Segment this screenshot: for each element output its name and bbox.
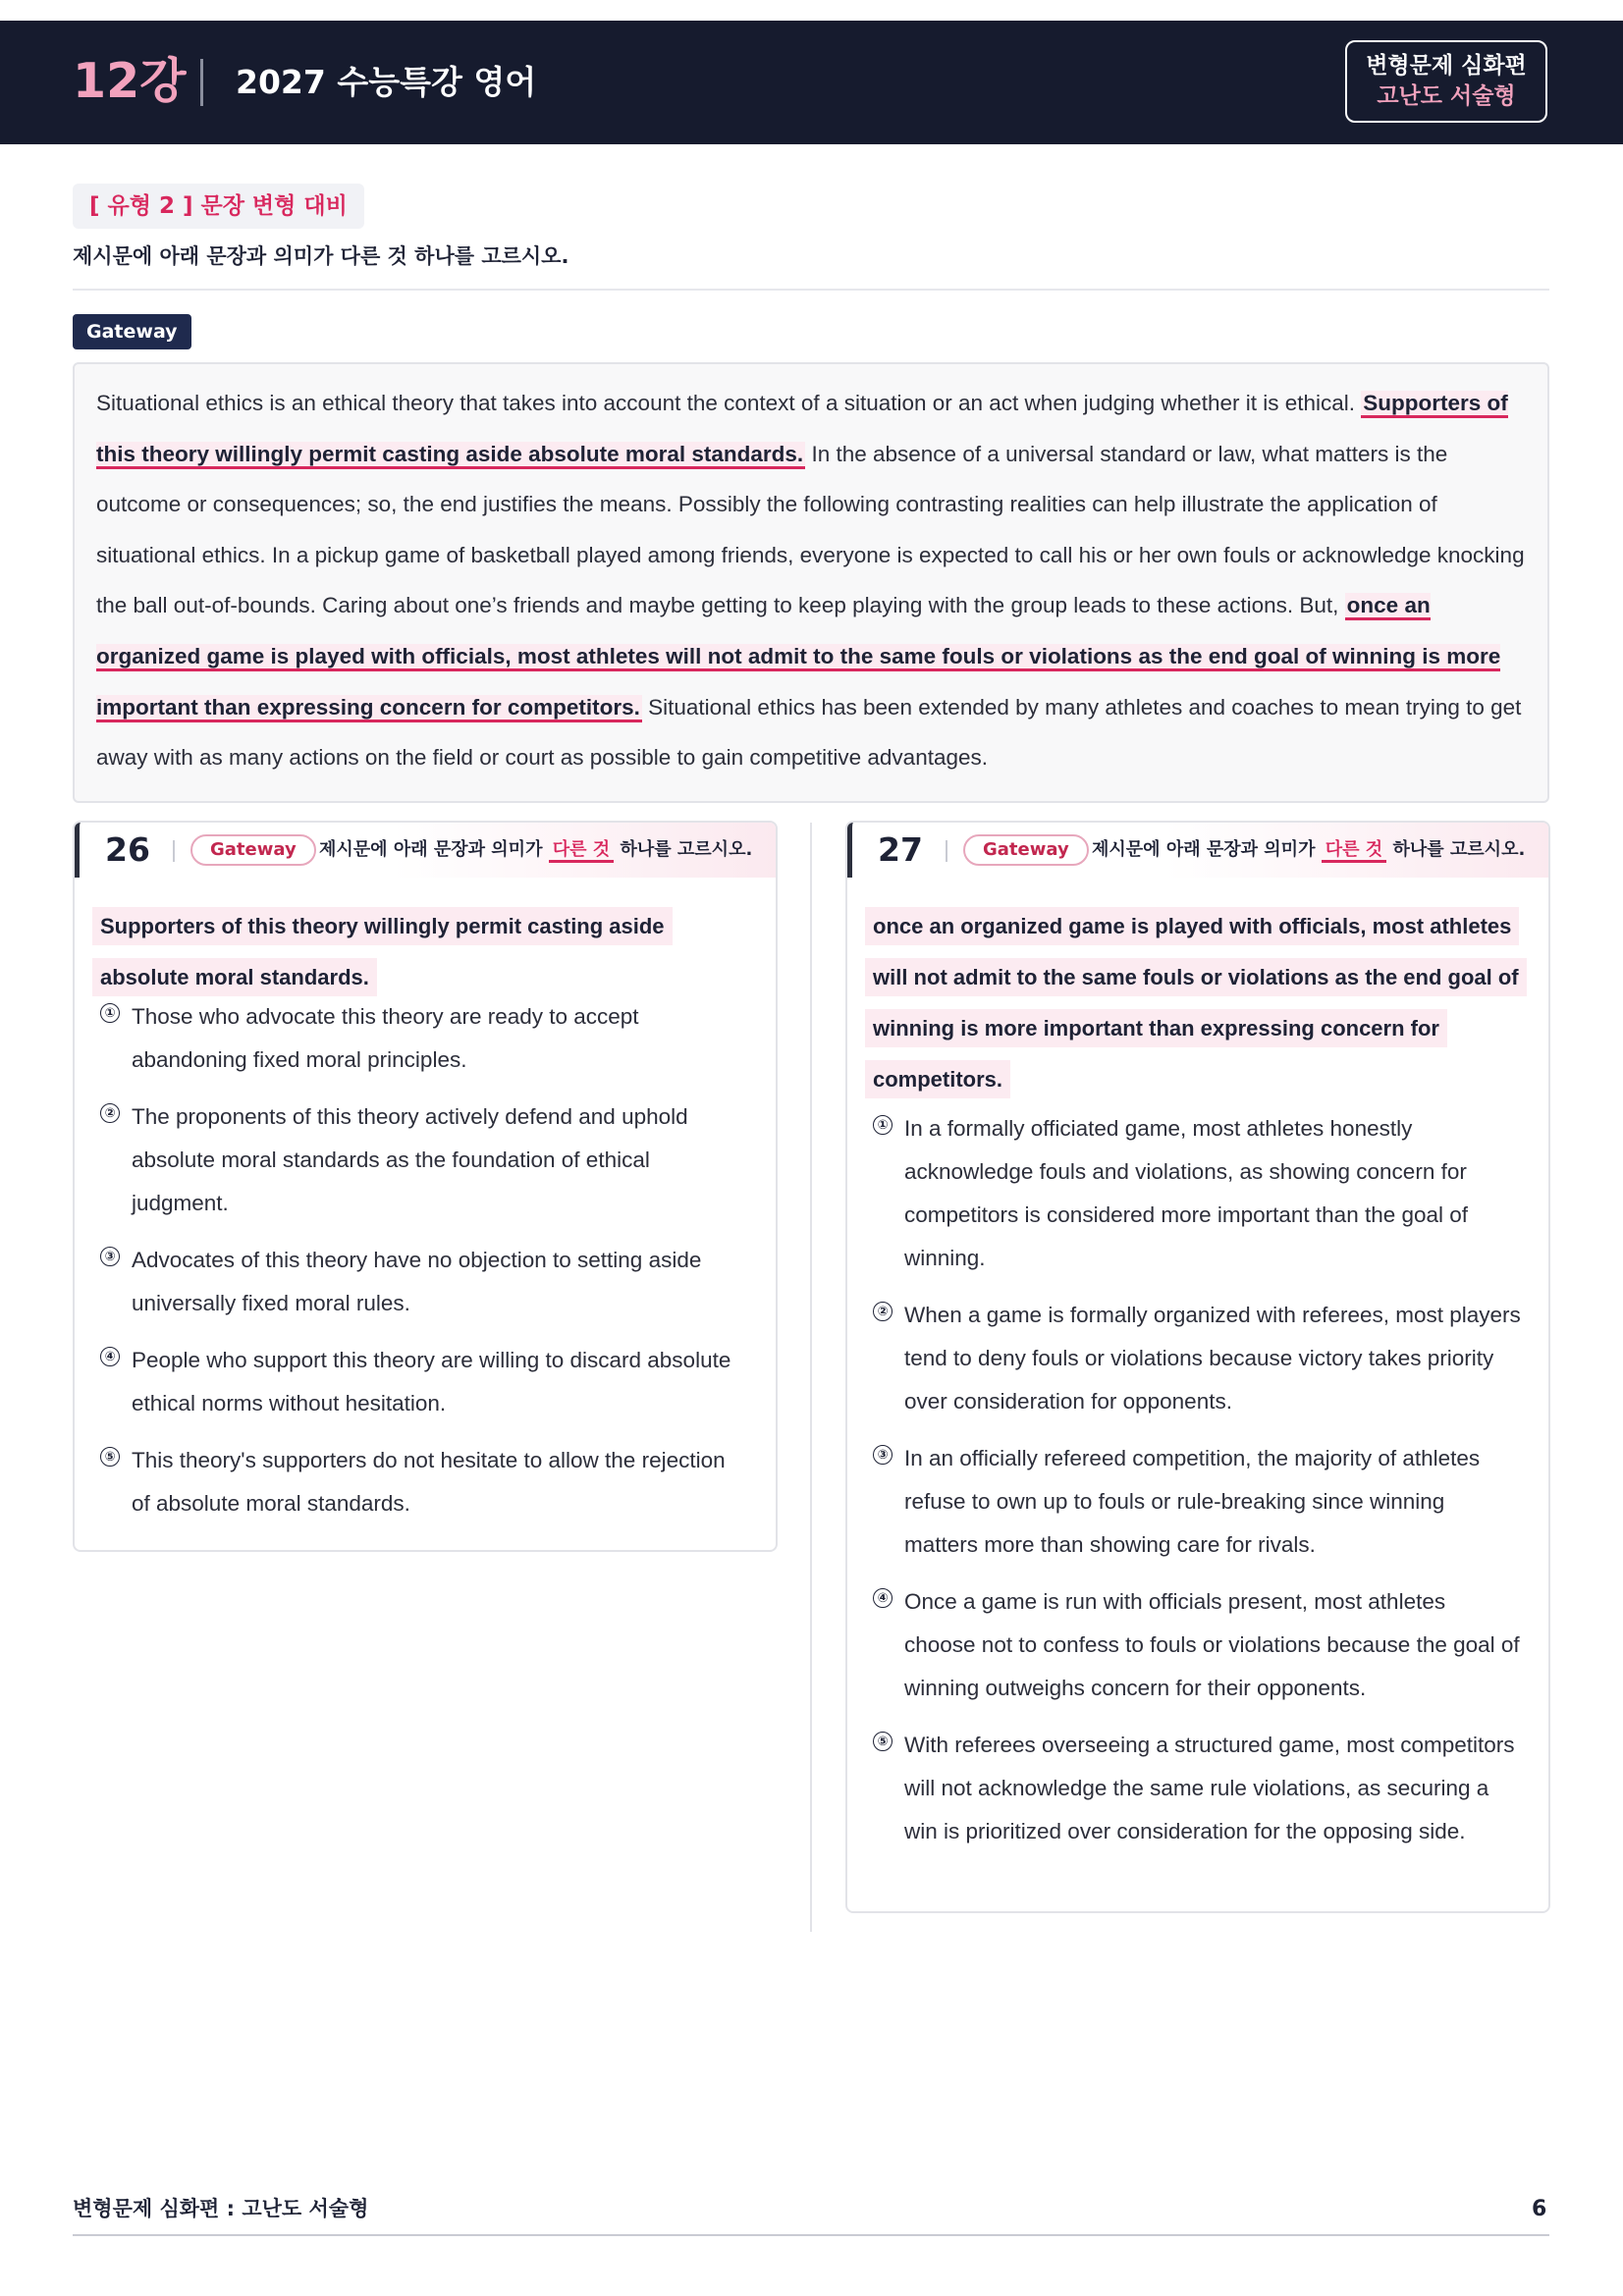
question-number: 26 bbox=[105, 830, 150, 869]
stem-text: Supporters of this theory willingly permit casting aside absolute moral standards. bbox=[92, 907, 673, 996]
instruction-text: 하나를 고르시오. bbox=[620, 839, 753, 860]
option-marker: ⑤ bbox=[100, 1447, 120, 1467]
option-text: Advocates of this theory have no objection to setting aside universally fixed moral rules. bbox=[132, 1248, 702, 1315]
option-marker: ⑤ bbox=[873, 1732, 893, 1751]
question-header bbox=[847, 823, 1548, 878]
answer-option-5[interactable] bbox=[100, 1439, 748, 1525]
question-number: 27 bbox=[878, 830, 923, 869]
header-divider bbox=[200, 59, 203, 106]
question-instruction bbox=[1092, 836, 1525, 864]
reading-passage bbox=[73, 362, 1549, 803]
question-instruction bbox=[319, 836, 752, 864]
instruction-text: 하나를 고르시오. bbox=[1392, 839, 1526, 860]
badge-line-1: 변형문제 심화편 bbox=[1366, 53, 1527, 79]
option-marker: ① bbox=[873, 1115, 893, 1135]
instruction-text: 제시문에 아래 문장과 의미가 bbox=[319, 839, 543, 860]
option-text: This theory's supporters do not hesitate to allow the rejection of absolute moral standards. bbox=[132, 1448, 726, 1516]
instruction-text: 제시문에 아래 문장과 의미가 bbox=[1092, 839, 1316, 860]
answer-options bbox=[873, 1107, 1521, 1867]
badge-line-2: 고난도 서술형 bbox=[1377, 83, 1516, 109]
option-text: In an officially refereed competition, the majority of athletes refuse to own up to fouls or rule-breaking since winning matters more than showing care for rivals. bbox=[904, 1446, 1481, 1557]
answer-option-2[interactable] bbox=[100, 1095, 748, 1225]
option-text: With referees overseeing a structured game, most competitors will not acknowledge the same rule violations, as securing a win is prioritized over consideration for the opposing side. bbox=[904, 1733, 1515, 1843]
option-marker: ④ bbox=[100, 1347, 120, 1366]
instruction-emphasis: 다른 것 bbox=[549, 839, 614, 863]
instruction-emphasis: 다른 것 bbox=[1322, 839, 1386, 863]
answer-option-2[interactable] bbox=[873, 1294, 1521, 1423]
answer-option-3[interactable] bbox=[873, 1437, 1521, 1567]
gateway-pill: Gateway bbox=[190, 834, 316, 866]
footer-label: 변형문제 심화편 : 고난도 서술형 bbox=[73, 2197, 369, 2220]
question-type-label: [ 유형 2 ] 문장 변형 대비 bbox=[73, 184, 364, 229]
question-stem bbox=[92, 901, 756, 1003]
lesson-number: 12강 bbox=[73, 53, 187, 109]
answer-option-5[interactable] bbox=[873, 1724, 1521, 1853]
option-marker: ① bbox=[100, 1003, 120, 1023]
question-stem bbox=[865, 901, 1529, 1105]
section-instruction: 제시문에 아래 문장과 의미가 다른 것 하나를 고르시오. bbox=[73, 244, 569, 268]
question-26-card bbox=[73, 821, 778, 1552]
option-marker: ② bbox=[100, 1103, 120, 1123]
header-separator bbox=[173, 840, 175, 862]
answer-options bbox=[100, 995, 748, 1539]
answer-option-4[interactable] bbox=[100, 1339, 748, 1425]
passage-text-2: In the absence of a universal standard or law, what matters is the outcome or consequences; so, the end justifies the means. Possibly the following contrasting realities can help illustrate the application of situational ethics. In a pickup game of basketball played among friends, everyone is expected to call his or her own fouls or acknowledge knocking the ball out-of-bounds. Caring about one’s friends and maybe getting to keep playing with the group leads to these actions. But, bbox=[96, 441, 1525, 618]
passage-text-1: Situational ethics is an ethical theory that takes into account the context of a situation or an act when judging whether it is ethical. bbox=[96, 391, 1356, 415]
header-separator bbox=[946, 840, 947, 862]
option-marker: ④ bbox=[873, 1588, 893, 1608]
answer-option-1[interactable] bbox=[100, 995, 748, 1082]
option-text: When a game is formally organized with referees, most players tend to deny fouls or violations because victory takes priority over consideration for opponents. bbox=[904, 1303, 1521, 1414]
option-marker: ③ bbox=[100, 1247, 120, 1266]
passage-highlight-2: once an organized game is played with officials, most athletes will not admit to the same fouls or violations as the end goal of winning is more important than expressing concern for competitors. bbox=[96, 593, 1500, 721]
answer-option-3[interactable] bbox=[100, 1239, 748, 1325]
option-marker: ③ bbox=[873, 1445, 893, 1465]
option-text: People who support this theory are willing to discard absolute ethical norms without hesitation. bbox=[132, 1348, 731, 1415]
option-text: In a formally officiated game, most athletes honestly acknowledge fouls and violations, as showing concern for competitors is considered more important than the goal of winning. bbox=[904, 1116, 1469, 1270]
book-title: 2027 수능특강 영어 bbox=[236, 63, 537, 101]
question-27-card bbox=[845, 821, 1550, 1913]
option-marker: ② bbox=[873, 1302, 893, 1321]
page-number: 6 bbox=[1532, 2197, 1547, 2221]
answer-option-4[interactable] bbox=[873, 1580, 1521, 1710]
passage-text-3: Situational ethics has been extended by many athletes and coaches to mean trying to get away with as many actions on the field or court as possible to gain competitive advantages. bbox=[96, 694, 1522, 771]
gateway-pill: Gateway bbox=[963, 834, 1089, 866]
option-text: Those who advocate this theory are ready to accept abandoning fixed moral principles. bbox=[132, 1004, 639, 1072]
option-text: The proponents of this theory actively defend and uphold absolute moral standards as the foundation of ethical judgment. bbox=[132, 1104, 688, 1215]
option-text: Once a game is run with officials present, most athletes choose not to confess to fouls or violations because the goal of winning outweighs concern for their opponents. bbox=[904, 1589, 1520, 1700]
edition-badge bbox=[1345, 40, 1547, 123]
stem-text: once an organized game is played with officials, most athletes will not admit to the same fouls or violations as the end goal of winning is more important than expressing concern for competitors. bbox=[865, 907, 1527, 1098]
page-header bbox=[0, 21, 1623, 144]
footer-divider bbox=[73, 2234, 1549, 2236]
passage-highlight-1: Supporters of this theory willingly permit casting aside absolute moral standards. bbox=[96, 391, 1508, 469]
gateway-tag: Gateway bbox=[73, 314, 191, 349]
section-divider bbox=[73, 289, 1549, 291]
question-header bbox=[75, 823, 776, 878]
column-divider bbox=[810, 823, 812, 1932]
answer-option-1[interactable] bbox=[873, 1107, 1521, 1280]
